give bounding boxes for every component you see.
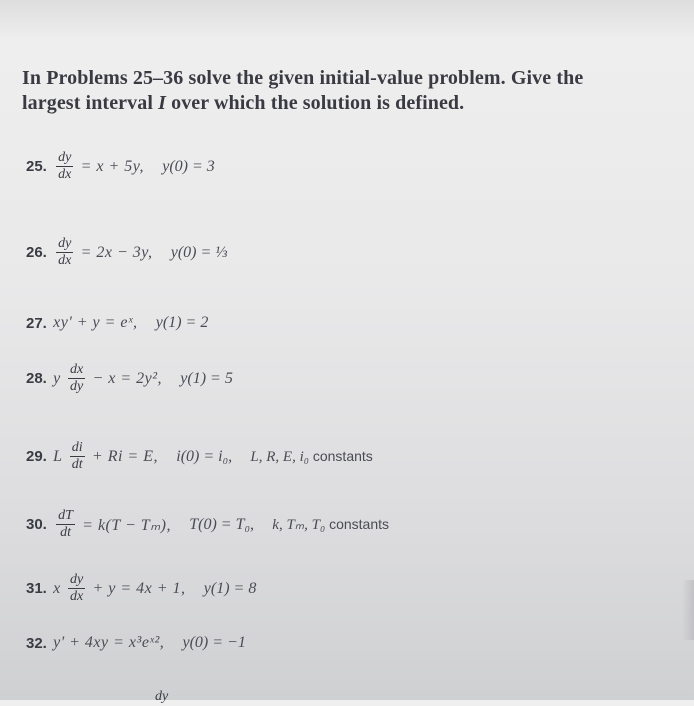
equation-rhs: = k(T − Tₘ), <box>82 516 171 534</box>
problem-number: 31. <box>26 580 47 597</box>
equation-rhs: + Ri = E, <box>91 447 158 465</box>
equation-rhs: − x = 2y², <box>92 369 163 387</box>
derivative-fraction: $\frac{dy}{dx}$ <box>58 150 72 182</box>
instructions-line-1: In Problems 25–36 solve the given initial-value problem. Give the <box>22 67 584 89</box>
derivative-fraction: $\frac{dx}{dy}$ <box>69 362 84 394</box>
problem-number: 30. <box>26 516 47 533</box>
page-edge <box>682 580 694 640</box>
problem-number: 27. <box>26 314 47 332</box>
problem-27 <box>26 312 208 332</box>
derivative-fraction: $\frac{dy}{dx}$ <box>58 236 72 268</box>
problem-number: 25. <box>26 158 47 175</box>
equation-rhs: = 2x − 3y, <box>80 243 153 261</box>
page-shadow <box>0 0 694 40</box>
derivative-fraction: $\frac{dy}{dx}$ <box>69 572 84 604</box>
initial-condition: y(0) = 3 <box>162 157 215 175</box>
initial-condition: T(0) = T₀, <box>189 515 255 533</box>
constants-note: L, R, E, i₀ constants <box>250 447 373 465</box>
initial-condition: y(0) = −1 <box>182 634 246 652</box>
equation-prefix: y <box>53 369 61 387</box>
equation-rhs: xy' + y = eˣ, <box>53 314 138 332</box>
instructions-line-2: largest interval I over which the solution is defined. <box>22 92 465 114</box>
problem-number: 32. <box>26 634 47 652</box>
initial-condition: i(0) = i₀, <box>176 447 233 465</box>
problem-number: 28. <box>26 370 47 387</box>
problem-26 <box>26 236 227 269</box>
equation-prefix: L <box>53 447 63 465</box>
equation-rhs: y' + 4xy = x³eˣ², <box>53 634 165 652</box>
problem-instructions <box>22 66 690 116</box>
derivative-fraction: dy <box>155 689 169 705</box>
equation-rhs: + y = 4x + 1, <box>92 579 186 597</box>
initial-condition: y(1) = 2 <box>155 314 209 332</box>
problem-30 <box>26 508 389 541</box>
initial-condition: y(1) = 8 <box>203 579 257 597</box>
problem-33-cutoff <box>150 686 173 706</box>
problem-32 <box>26 632 246 652</box>
problem-29 <box>26 440 373 473</box>
problem-number: 29. <box>26 448 47 465</box>
equation-prefix: x <box>53 579 61 597</box>
problem-25 <box>26 150 215 183</box>
initial-condition: y(1) = 5 <box>180 369 233 387</box>
constants-note: k, Tₘ, T₀ constants <box>272 516 390 533</box>
problem-number: 26. <box>26 244 47 261</box>
derivative-fraction: $\frac{di}{dt}$ <box>71 440 83 472</box>
problem-31 <box>26 572 256 605</box>
derivative-fraction: $\frac{dT}{dt}$ <box>58 508 73 540</box>
initial-condition: y(0) = ⅓ <box>170 243 228 261</box>
problem-28 <box>26 362 233 395</box>
equation-rhs: = x + 5y, <box>80 157 144 175</box>
